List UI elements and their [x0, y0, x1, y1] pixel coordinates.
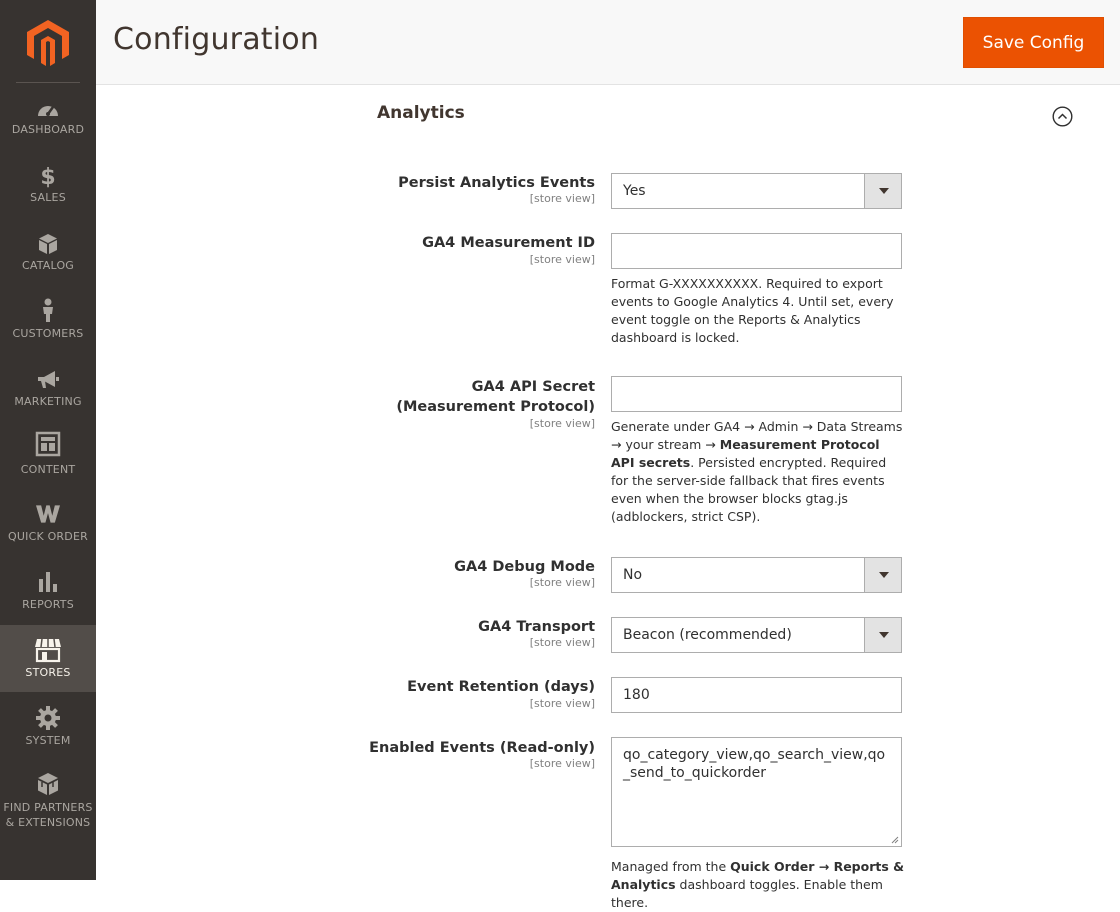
- sidebar-item-label: REPORTS: [22, 598, 74, 611]
- sidebar-item-label: FIND PARTNERS: [3, 801, 93, 814]
- layout-icon: [36, 432, 60, 456]
- sidebar-item-catalog[interactable]: [0, 228, 96, 296]
- dollar-icon: [36, 164, 60, 188]
- scope-label: [store view]: [529, 417, 595, 430]
- sidebar-item-system[interactable]: [0, 704, 96, 772]
- api-secret-note: [611, 418, 905, 526]
- retention-label: Event Retention (days): [407, 679, 595, 695]
- note-text: Generate under GA4 → Admin → Data Streams → your stream →: [611, 419, 903, 452]
- sidebar-item-content[interactable]: [0, 432, 96, 500]
- api-secret-label-line2: (Measurement Protocol): [396, 399, 595, 415]
- note-text: . Persisted encrypted. Required for the server-side fallback that fires events even when the browser blocks gtag.js (adblockers, strict CSP).: [611, 455, 887, 524]
- sidebar-item-dashboard[interactable]: [0, 92, 96, 160]
- dashboard-icon: [36, 98, 60, 122]
- section-title[interactable]: Analytics: [377, 103, 465, 123]
- retention-days-input[interactable]: [611, 677, 902, 713]
- scope-label: [store view]: [529, 576, 595, 589]
- sidebar-item-label-line2: & EXTENSIONS: [5, 816, 91, 829]
- sidebar-item-sales[interactable]: [0, 160, 96, 228]
- debug-mode-label: GA4 Debug Mode: [454, 559, 595, 575]
- megaphone-icon: [36, 368, 60, 392]
- enabled-events-label: Enabled Events (Read-only): [369, 740, 595, 756]
- measurement-id-note: Format G-XXXXXXXXXX. Required to export events to Google Analytics 4. Until set, every event toggle on the Reports & Analytics dashboard is locked.: [611, 276, 894, 345]
- sidebar-item-label: DASHBOARD: [11, 123, 85, 136]
- quick-order-w-icon: [36, 502, 60, 526]
- chevron-down-icon: [864, 618, 901, 652]
- select-value: No: [623, 567, 643, 583]
- api-secret-label-line1: GA4 API Secret: [471, 379, 595, 395]
- sidebar-item-quick-order[interactable]: [0, 500, 96, 568]
- note-bold-text: Measurement Protocol API secrets: [611, 437, 880, 470]
- sidebar-item-label: STORES: [25, 666, 71, 679]
- enabled-events-note: [611, 858, 905, 912]
- box-icon: [36, 232, 60, 256]
- enabled-events-textarea[interactable]: [611, 737, 902, 847]
- select-value: Yes: [623, 183, 646, 199]
- storefront-icon: [34, 638, 62, 662]
- magento-logo-icon[interactable]: [26, 20, 70, 66]
- note-bold-text: Quick Order → Reports & Analytics: [611, 859, 905, 892]
- measurement-id-label: GA4 Measurement ID: [422, 235, 595, 251]
- textarea-value: qo_category_view,qo_search_view,qo_send_to_quickorder: [623, 747, 886, 781]
- person-icon: [36, 298, 60, 322]
- scope-label: [store view]: [529, 253, 595, 266]
- sidebar-item-label: MARKETING: [14, 395, 82, 408]
- debug-mode-select[interactable]: [611, 557, 902, 593]
- select-value: Beacon (recommended): [623, 627, 792, 643]
- page-header: [96, 0, 1120, 85]
- resize-grip-icon[interactable]: [891, 836, 899, 844]
- gear-icon: [36, 706, 60, 730]
- scope-label: [store view]: [529, 636, 595, 649]
- chevron-down-icon: [864, 174, 901, 208]
- sidebar-item-label: SYSTEM: [25, 734, 71, 747]
- chevron-down-icon: [864, 558, 901, 592]
- transport-label: GA4 Transport: [478, 619, 595, 635]
- sidebar-item-stores[interactable]: [0, 625, 96, 692]
- note-text: Managed from the: [611, 859, 731, 874]
- persist-events-select[interactable]: [611, 173, 902, 209]
- sidebar-item-label: CATALOG: [21, 259, 75, 272]
- save-config-button[interactable]: Save Config: [963, 17, 1104, 68]
- sidebar-item-label: CUSTOMERS: [12, 327, 84, 340]
- collapse-chevron-up-icon[interactable]: [1052, 106, 1073, 127]
- api-secret-label: [396, 377, 595, 417]
- bar-chart-icon: [36, 570, 60, 594]
- api-secret-input[interactable]: [611, 376, 902, 412]
- sidebar-item-customers[interactable]: [0, 296, 96, 364]
- sidebar-item-find-partners[interactable]: [0, 772, 96, 844]
- logo-divider: [16, 82, 80, 83]
- note-text: dashboard toggles. Enable them there.: [611, 877, 883, 910]
- sidebar-item-label: QUICK ORDER: [8, 530, 88, 543]
- page-title: Configuration: [113, 22, 320, 57]
- blocks-icon: [36, 772, 60, 796]
- sidebar-item-marketing[interactable]: [0, 364, 96, 432]
- admin-sidebar: [0, 0, 96, 880]
- scope-label: [store view]: [529, 192, 595, 205]
- transport-select[interactable]: [611, 617, 902, 653]
- sidebar-item-label: SALES: [30, 191, 66, 204]
- svg-text:$: $: [40, 165, 56, 190]
- scope-label: [store view]: [529, 697, 595, 710]
- scope-label: [store view]: [529, 757, 595, 770]
- persist-events-label: Persist Analytics Events: [398, 175, 595, 191]
- sidebar-item-label: CONTENT: [20, 463, 76, 476]
- measurement-id-input[interactable]: [611, 233, 902, 269]
